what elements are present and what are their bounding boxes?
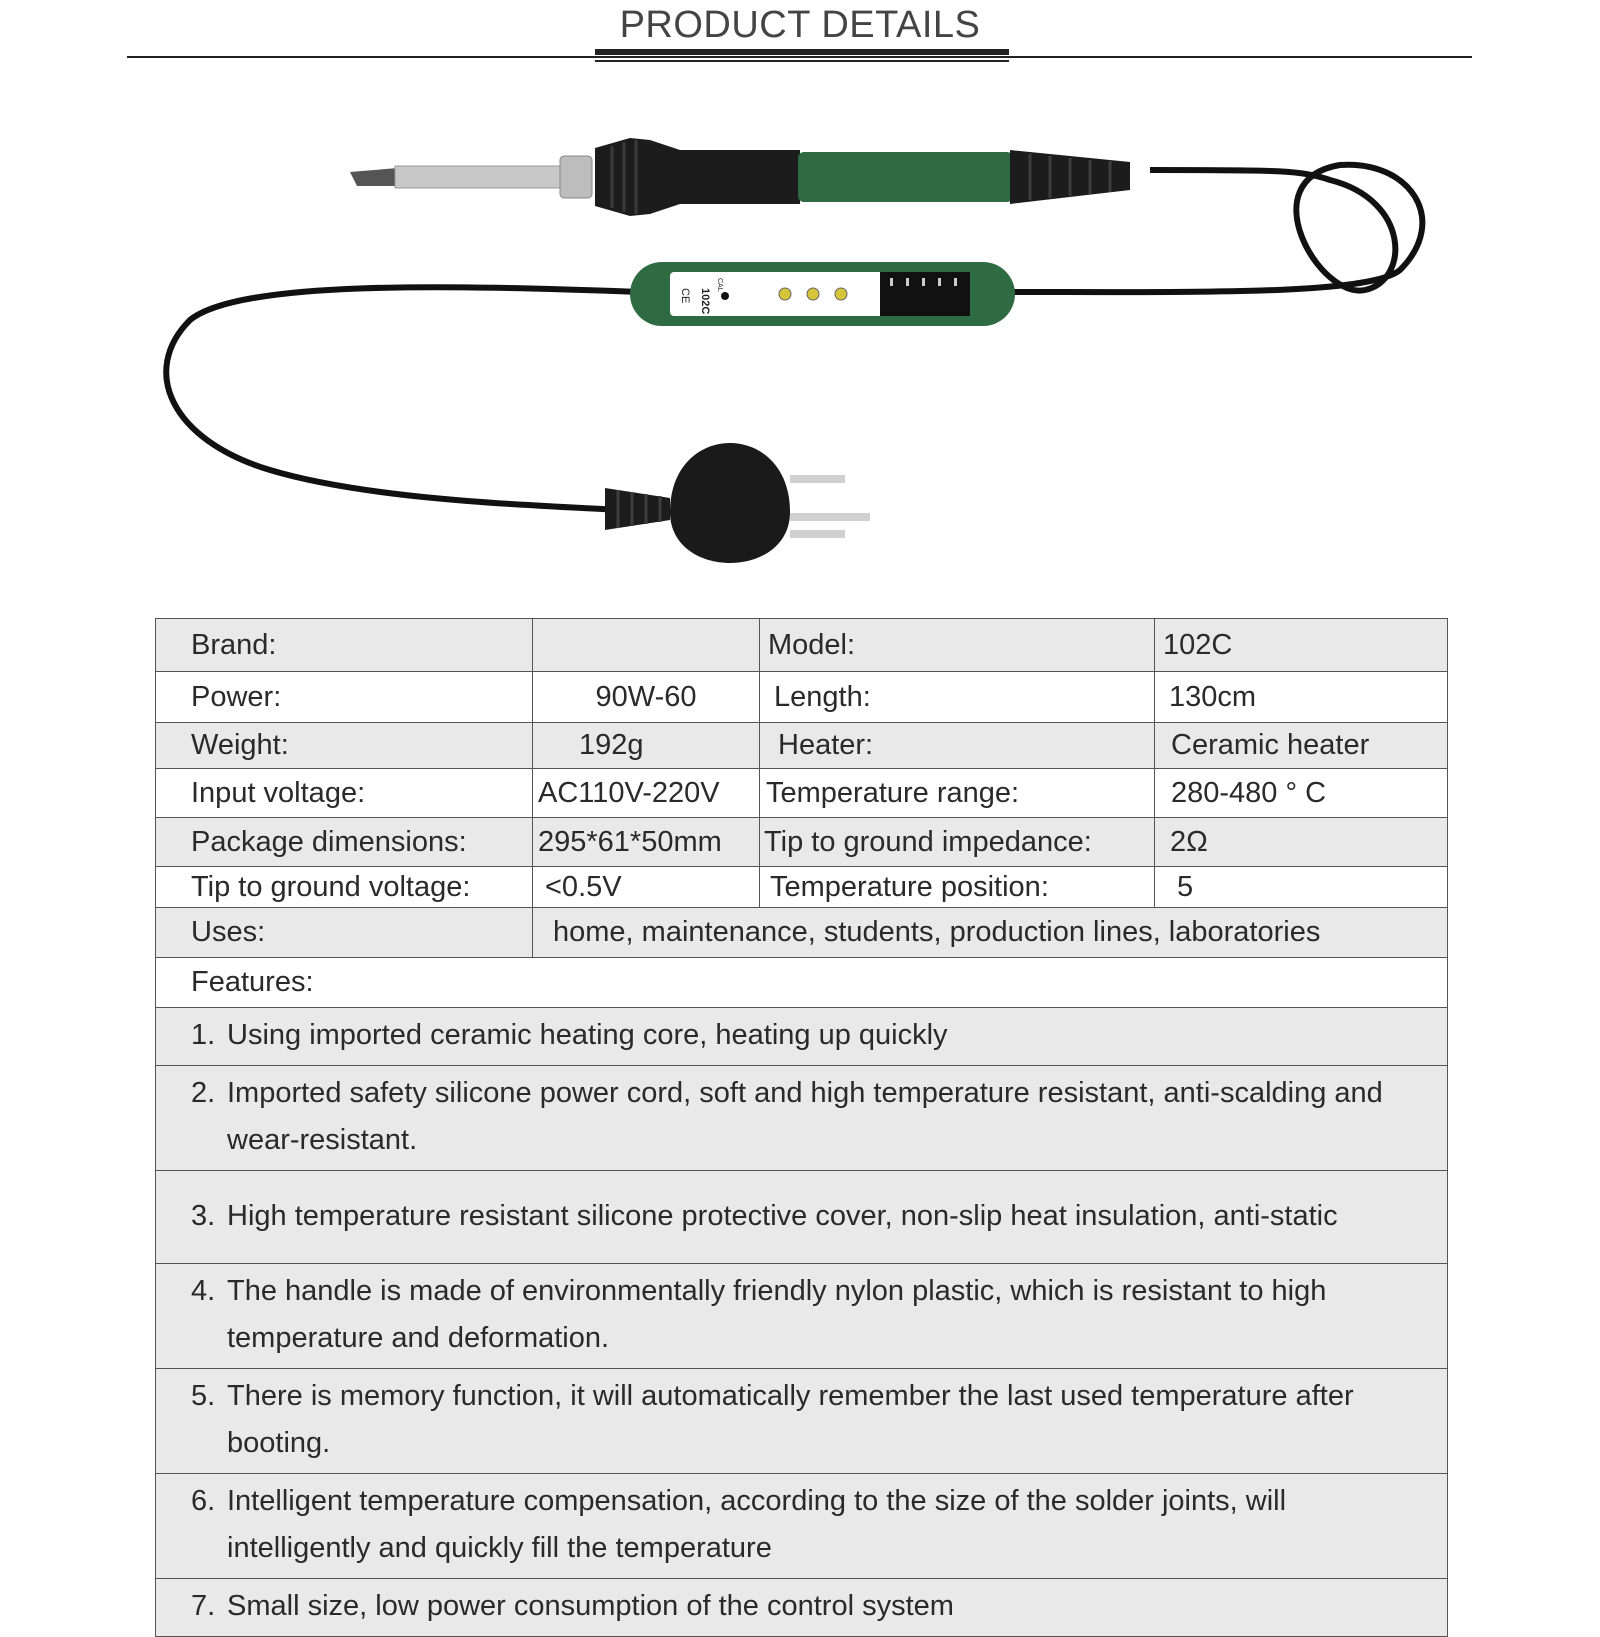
feature-number: 7. xyxy=(191,1590,216,1622)
specs-table xyxy=(155,618,1448,1637)
feature-row xyxy=(156,1008,1448,1066)
impedance-value: 2Ω xyxy=(1155,818,1448,867)
feature-number: 2. xyxy=(191,1077,216,1109)
input-voltage-label: Input voltage: xyxy=(156,769,533,818)
cal-button xyxy=(721,292,729,300)
power-value: 90W-60 xyxy=(533,672,760,723)
led-1 xyxy=(779,288,791,300)
uses-row xyxy=(156,908,1448,958)
length-value: 130cm xyxy=(1155,672,1448,723)
controller-model: 102C xyxy=(699,288,711,315)
temperature-range-value: 280-480 ° C xyxy=(1155,769,1448,818)
spec-row xyxy=(156,619,1448,672)
handle-green xyxy=(798,152,1013,202)
brand-label: Brand: xyxy=(156,619,533,672)
heater-value: Ceramic heater xyxy=(1155,723,1448,769)
feature-item xyxy=(156,1264,1448,1369)
feature-row xyxy=(156,1264,1448,1369)
temperature-position-label: Temperature position: xyxy=(760,867,1155,908)
feature-number: 5. xyxy=(191,1380,216,1412)
header-underline xyxy=(595,49,1009,55)
feature-text: Small size, low power consumption of the control system xyxy=(227,1590,954,1622)
features-header-row xyxy=(156,958,1448,1008)
page-title: PRODUCT DETAILS xyxy=(619,4,981,46)
feature-text: Using imported ceramic heating core, heating up quickly xyxy=(227,1019,948,1051)
features-label: Features: xyxy=(156,958,1448,1008)
feature-text: There is memory function, it will automatically remember the last used temperature after booting. xyxy=(227,1380,1354,1459)
header-underline-lower xyxy=(595,60,1009,62)
impedance-label: Tip to ground impedance: xyxy=(760,818,1155,867)
feature-row xyxy=(156,1474,1448,1579)
feature-item xyxy=(156,1474,1448,1579)
feature-row xyxy=(156,1369,1448,1474)
length-label: Length: xyxy=(760,672,1155,723)
weight-label: Weight: xyxy=(156,723,533,769)
feature-item xyxy=(156,1579,1448,1637)
feature-item xyxy=(156,1171,1448,1264)
model-value: 102C xyxy=(1155,619,1448,672)
feature-item xyxy=(156,1066,1448,1171)
feature-row xyxy=(156,1066,1448,1171)
feature-text: High temperature resistant silicone protective cover, non-slip heat insulation, anti-static xyxy=(227,1199,1338,1232)
power-label: Power: xyxy=(156,672,533,723)
header-divider xyxy=(127,56,1472,58)
feature-number: 3. xyxy=(191,1199,216,1232)
package-dimensions-value: 295*61*50mm xyxy=(533,818,760,867)
feature-number: 4. xyxy=(191,1275,216,1307)
tip-ring xyxy=(560,156,592,198)
feature-item xyxy=(156,1008,1448,1066)
feature-text: Imported safety silicone power cord, soft and high temperature resistant, anti-scalding and wear-resistant. xyxy=(227,1077,1383,1156)
uses-value: home, maintenance, students, production lines, laboratories xyxy=(533,908,1448,958)
spec-row xyxy=(156,723,1448,769)
spec-row xyxy=(156,769,1448,818)
uses-label: Uses: xyxy=(156,908,533,958)
spec-row xyxy=(156,818,1448,867)
heater-label: Heater: xyxy=(760,723,1155,769)
feature-text: The handle is made of environmentally friendly nylon plastic, which is resistant to high temperature and deformation. xyxy=(227,1275,1327,1354)
spec-row xyxy=(156,672,1448,723)
controller-cal: CAL xyxy=(716,278,723,292)
power-cable-lower xyxy=(166,287,640,510)
tip-ground-voltage-value: <0.5V xyxy=(533,867,760,908)
spec-row xyxy=(156,867,1448,908)
input-voltage-value: AC110V-220V xyxy=(533,769,760,818)
feature-number: 1. xyxy=(191,1019,216,1051)
weight-value: 192g xyxy=(533,723,760,769)
feature-text: Intelligent temperature compensation, according to the size of the solder joints, will intelligently and quickly fill the temperature xyxy=(227,1485,1287,1564)
led-3 xyxy=(835,288,847,300)
soldering-tip xyxy=(350,168,400,186)
controller-ce: CE xyxy=(679,288,691,304)
power-plug xyxy=(605,443,870,563)
feature-row xyxy=(156,1171,1448,1264)
feature-item xyxy=(156,1369,1448,1474)
tip-shaft xyxy=(395,166,565,188)
temperature-range-label: Temperature range: xyxy=(760,769,1155,818)
handle-grip xyxy=(595,138,800,216)
soldering-iron-image xyxy=(150,120,1450,600)
model-label: Model: xyxy=(760,619,1155,672)
brand-value xyxy=(533,619,760,672)
led-2 xyxy=(807,288,819,300)
tip-ground-voltage-label: Tip to ground voltage: xyxy=(156,867,533,908)
package-dimensions-label: Package dimensions: xyxy=(156,818,533,867)
temperature-position-value: 5 xyxy=(1155,867,1448,908)
feature-number: 6. xyxy=(191,1485,216,1517)
feature-row xyxy=(156,1579,1448,1637)
